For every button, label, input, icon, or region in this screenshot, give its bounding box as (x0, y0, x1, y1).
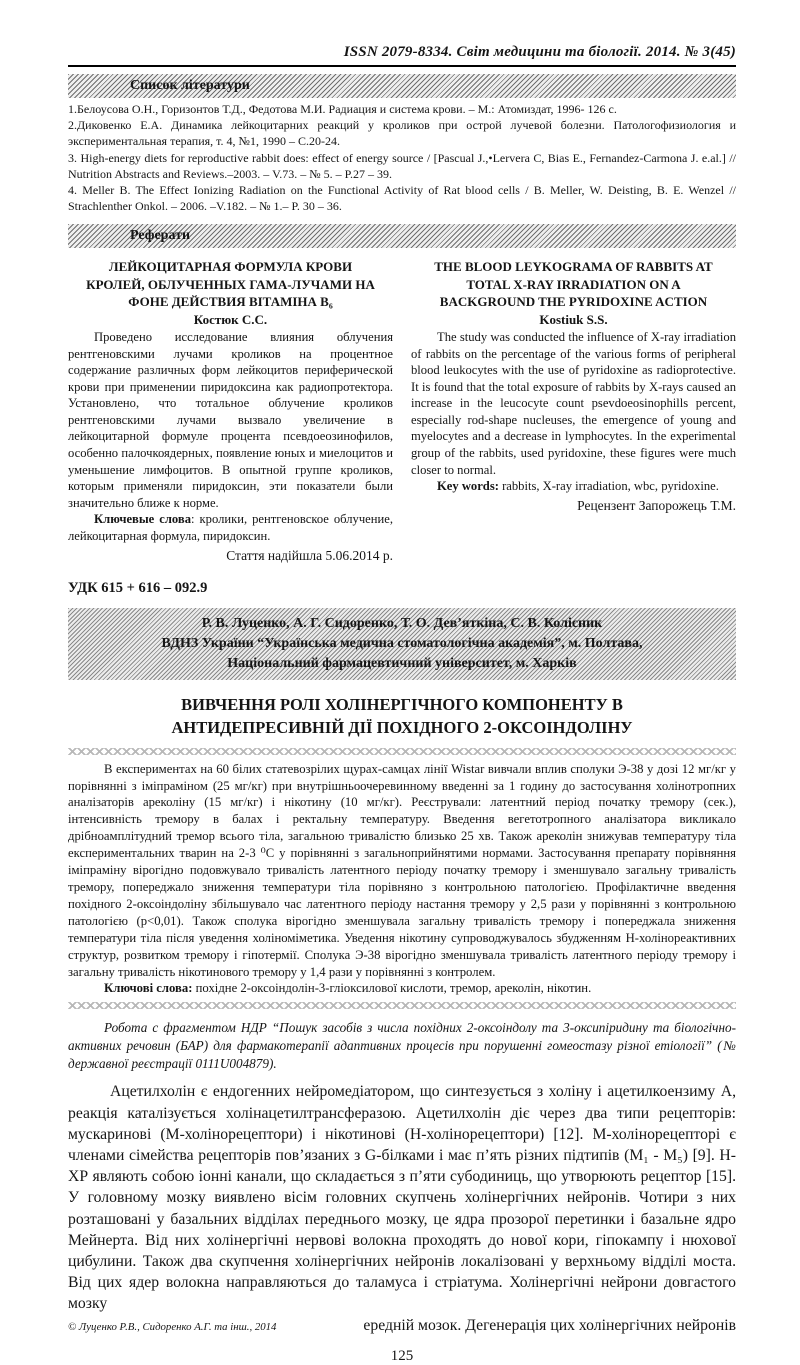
abstract-author-en: Kostiuk S.S. (539, 311, 608, 327)
research-program-note: Робота с фрагментом НДР “Пошук засобів з числа похідних 2-оксоіндолу та 3-оксипіридину та біологічно-активних речовин (БАР) для фармакотерапії адаптивних процесів при порушенні гомеостазу різної етіології” (№ державної реєстрації 0111U004879). (68, 1020, 736, 1072)
references-banner-label: Список літератури (130, 78, 250, 93)
wavy-separator-top (68, 748, 736, 755)
abstract-title-ru: ЛЕЙКОЦИТАРНАЯ ФОРМУЛА КРОВИ КРОЛЕЙ, ОБЛУЧЕННЫХ ГАМА-ЛУЧАМИ НА ФОНЕ ДЕЙСТВИЯ ВІТАМІНА В₆ (86, 259, 375, 310)
abstract-column-russian (68, 258, 393, 563)
article-reviewer: Рецензент Запорожець Т.М. (577, 497, 736, 513)
abstract-keywords-ru (68, 511, 393, 544)
article-keywords-label: Ключові слова: (104, 981, 193, 996)
abstract-title-en: THE BLOOD LEYKOGRAMA OF RABBITS AT TOTAL X-RAY IRRADIATION ON A BACKGROUND THE PYRIDOXINE ACTION (434, 259, 713, 310)
abstracts-banner (68, 224, 736, 248)
header-rule (68, 65, 736, 67)
article-keywords-ua (68, 980, 736, 997)
affiliation-line-1: ВДНЗ України “Українська медична стоматологічна академія”, м. Полтава, (161, 635, 643, 651)
reference-item: 2.Диковенко Е.А. Динамика лейкоцитарних реакций у кроликов при острой лучевой болезни. Патологофизиология и экспериментальная терапия, т. 4, №1, 1990 – С.20-24. (68, 118, 736, 149)
article-keywords-text: похідне 2-оксоіндолін-3-гліоксилової кислоти, тремор, ареколін, нікотин. (192, 981, 592, 996)
abstract-body-ru: Проведено исследование влияния облучения рентгеновскими лучами кроликов на процентное содержание различных форм лейкоцитов периферической крови при применении пиридоксина как радиопротектора. Установлено, что тотальное облучение кроликов рентгеновскими лучами вызвало увеличение в лейкоцитарной формуле процента псевдоеозинофилов, особенно палочкоядерных, появление юных и миелоцитов и уменьшение лимфоцитов. В опытной группе кроликов, которым применяли пиридоксин, эти показатели были значительно ближе к норме. (68, 329, 393, 510)
reference-item: 3. High-energy diets for reproductive rabbit does: effect of energy source / [Pascual J.,•Lervera C, Bias E., Fernandez-Carmona J. e.al.] // Nutrition Abstracts and Reviews.–2003. – V.73. – № 5. – P.27 – 39. (68, 150, 736, 181)
article-received-date: Стаття надійшла 5.06.2014 р. (226, 547, 393, 563)
references-banner (68, 74, 736, 98)
abstracts-banner-label: Реферати (130, 228, 191, 244)
abstract-keywords-en (411, 478, 736, 495)
article-body-continuation: ередній мозок. Дегенерація цих холінергічних нейронів (363, 1316, 736, 1334)
journal-issn-header: ISSN 2079-8334. Світ медицини та біології. 2014. № 3(45) (343, 44, 736, 60)
reference-item: 1.Белоусова О.Н., Горизонтов Т.Д., Федотова М.И. Радиация и система крови. – М.: Атомиздат, 1996- 126 с. (68, 102, 617, 116)
reference-item: 4. Meller B. The Effect Ionizing Radiation on the Functional Activity of Rat blood cells / B. Meller, W. Deisting, B. E. Wenzel // Strachlenther Onkol. – 2006. –V.182. – № 1.– P. 30 – 36. (68, 183, 736, 214)
keywords-label-ru: Ключевые слова (94, 512, 192, 527)
article-abstract-ua: В експериментах на 60 білих статевозрілих щурах-самцах лінії Wistar вивчали вплив сполуки Э-38 у дозі 12 мг/кг у порівнянні з іміпраміном (25 мг/кг) при внутрішньоочеревинному введенні за 1 годину до застосування холінотропних аналізаторів ареколіну (15 мг/кг) і нікотину (10 мг/кг). Реєстрували: латентний період початку тремору (сек.), інтенсивність тремору в балах і ректальну температуру. Введення вегетотропного аналізатора викликало дрібноамплітудний тремор всього тіла, загальною тривалістю близько 25 хв. Також ареколін знижував температуру тіла експериментальних тварин на 2-3 ⁰С у порівнянні з загальноприйнятими нормами. Застосування препарату порівняння іміпраміну вірогідно подовжувало тривалість латентного періоду початку тремору і зменшувало загальну тривалість тремору, попереджало зниження температури тіла порівняно з контрольною патологією. Профілактичне введення похідного 2-оксоіндоліну збільшувало час латентного періоду настання тремору у 2,5 рази у порівнянні з контрольною патологією (p<0,01). Також сполука вірогідно зменшувала загальну тривалість тремору і попереджала зниження температури тіла після уведення холіноміметика. Уведення нікотину супроводжувалось збудженням Н-холінореактивних структур, розвитком тремору і гіпотермії. Сполука Э-38 вірогідно зменшувала тривалість латентного періоду тремору і загальну тривалість нікотинового тремору у 1,4 рази у порівнянні з контролем. (68, 761, 736, 979)
keywords-text-en: rabbits, X-ray irradiation, wbc, pyridoxine. (498, 479, 719, 494)
page-number: 125 (390, 1347, 414, 1364)
article-title: ВИВЧЕННЯ РОЛІ ХОЛІНЕРГІЧНОГО КОМПОНЕНТУ В АНТИДЕПРЕСИВНІЙ ДІЇ ПОХІДНОГО 2-ОКСОІНДОЛІНУ (171, 694, 633, 737)
copyright-notice: © Луценко Р.В., Сидоренко А.Г. та інш., 2014 (68, 1320, 277, 1333)
references-list (68, 101, 736, 214)
abstract-column-english (411, 258, 736, 563)
affiliation-line-2: Національний фармацевтичний університет, м. Харків (227, 655, 577, 671)
article-body-text: Ацетилхолін є ендогенних нейромедіатором, що синтезується з холіну і ацетилкоензиму А, реакція каталізується холінацетилтрансферазою. Ацетилхолін діє через два типи рецепторів: мускаринові (М-холінорецептори) і нікотинові (Н-холінорецептори) [12]. М-холінорецепторі є членами сімейства рецепторів пов’язаних з G-білками і має п’ять різних підтипів (М₁ - М₅) [9]. Н-ХР являють собою іонні канали, що складається з п’яти субодиниць, що утворюють рецептор [15]. У головному мозку виявлено вісім головних скупчень холінергічних нейронів. Чотири з них розташовані у базальних відділах переднього мозку, це ядра прозорої перетинки і базальне ядро Мейнерта. Від них холінергічні нервові волокна проходять до нової кори, гіпокампу і нюхової цибулини. Також два скупчення холінергічних нейронів локалізовані у верхньому відділі моста. Від цих ядер волокна направляються до таламуса і стріатума. Холінергічні нейрони довгастого мозку (68, 1083, 736, 1313)
keywords-text-ru: : кролики, рентгеновское облучение, лейкоцитарная формула, пиридоксин. (68, 512, 393, 544)
body-footer-row (68, 1315, 736, 1336)
authors-affiliation-banner (68, 608, 736, 680)
keywords-label-en: Key words: (437, 479, 499, 494)
udc-code: УДК 615 + 616 – 092.9 (68, 579, 208, 596)
abstracts-columns (68, 258, 736, 563)
wavy-separator-bottom (68, 1002, 736, 1009)
authors-line: Р. В. Луценко, А. Г. Сидоренко, Т. О. Дев’яткіна, С. В. Колісник (201, 615, 603, 631)
abstract-author-ru: Костюк С.С. (193, 311, 268, 327)
abstract-body-en: The study was conducted the influence of X-ray irradiation of rabbits on the percentage of the various forms of peripheral blood leukocytes with the use of pyridoxine as radioprotective. It is found that the total exposure of rabbits by X-rays caused an increase in the leucocyte count psevdoeosinophills percent, especially rod-shape nucleuses, the emergence of young and myelocytes and a decrease in lymphocytes. In the experimental group of the rabbits, used pyridoxine, these figures were much closer to normal. (411, 329, 736, 477)
